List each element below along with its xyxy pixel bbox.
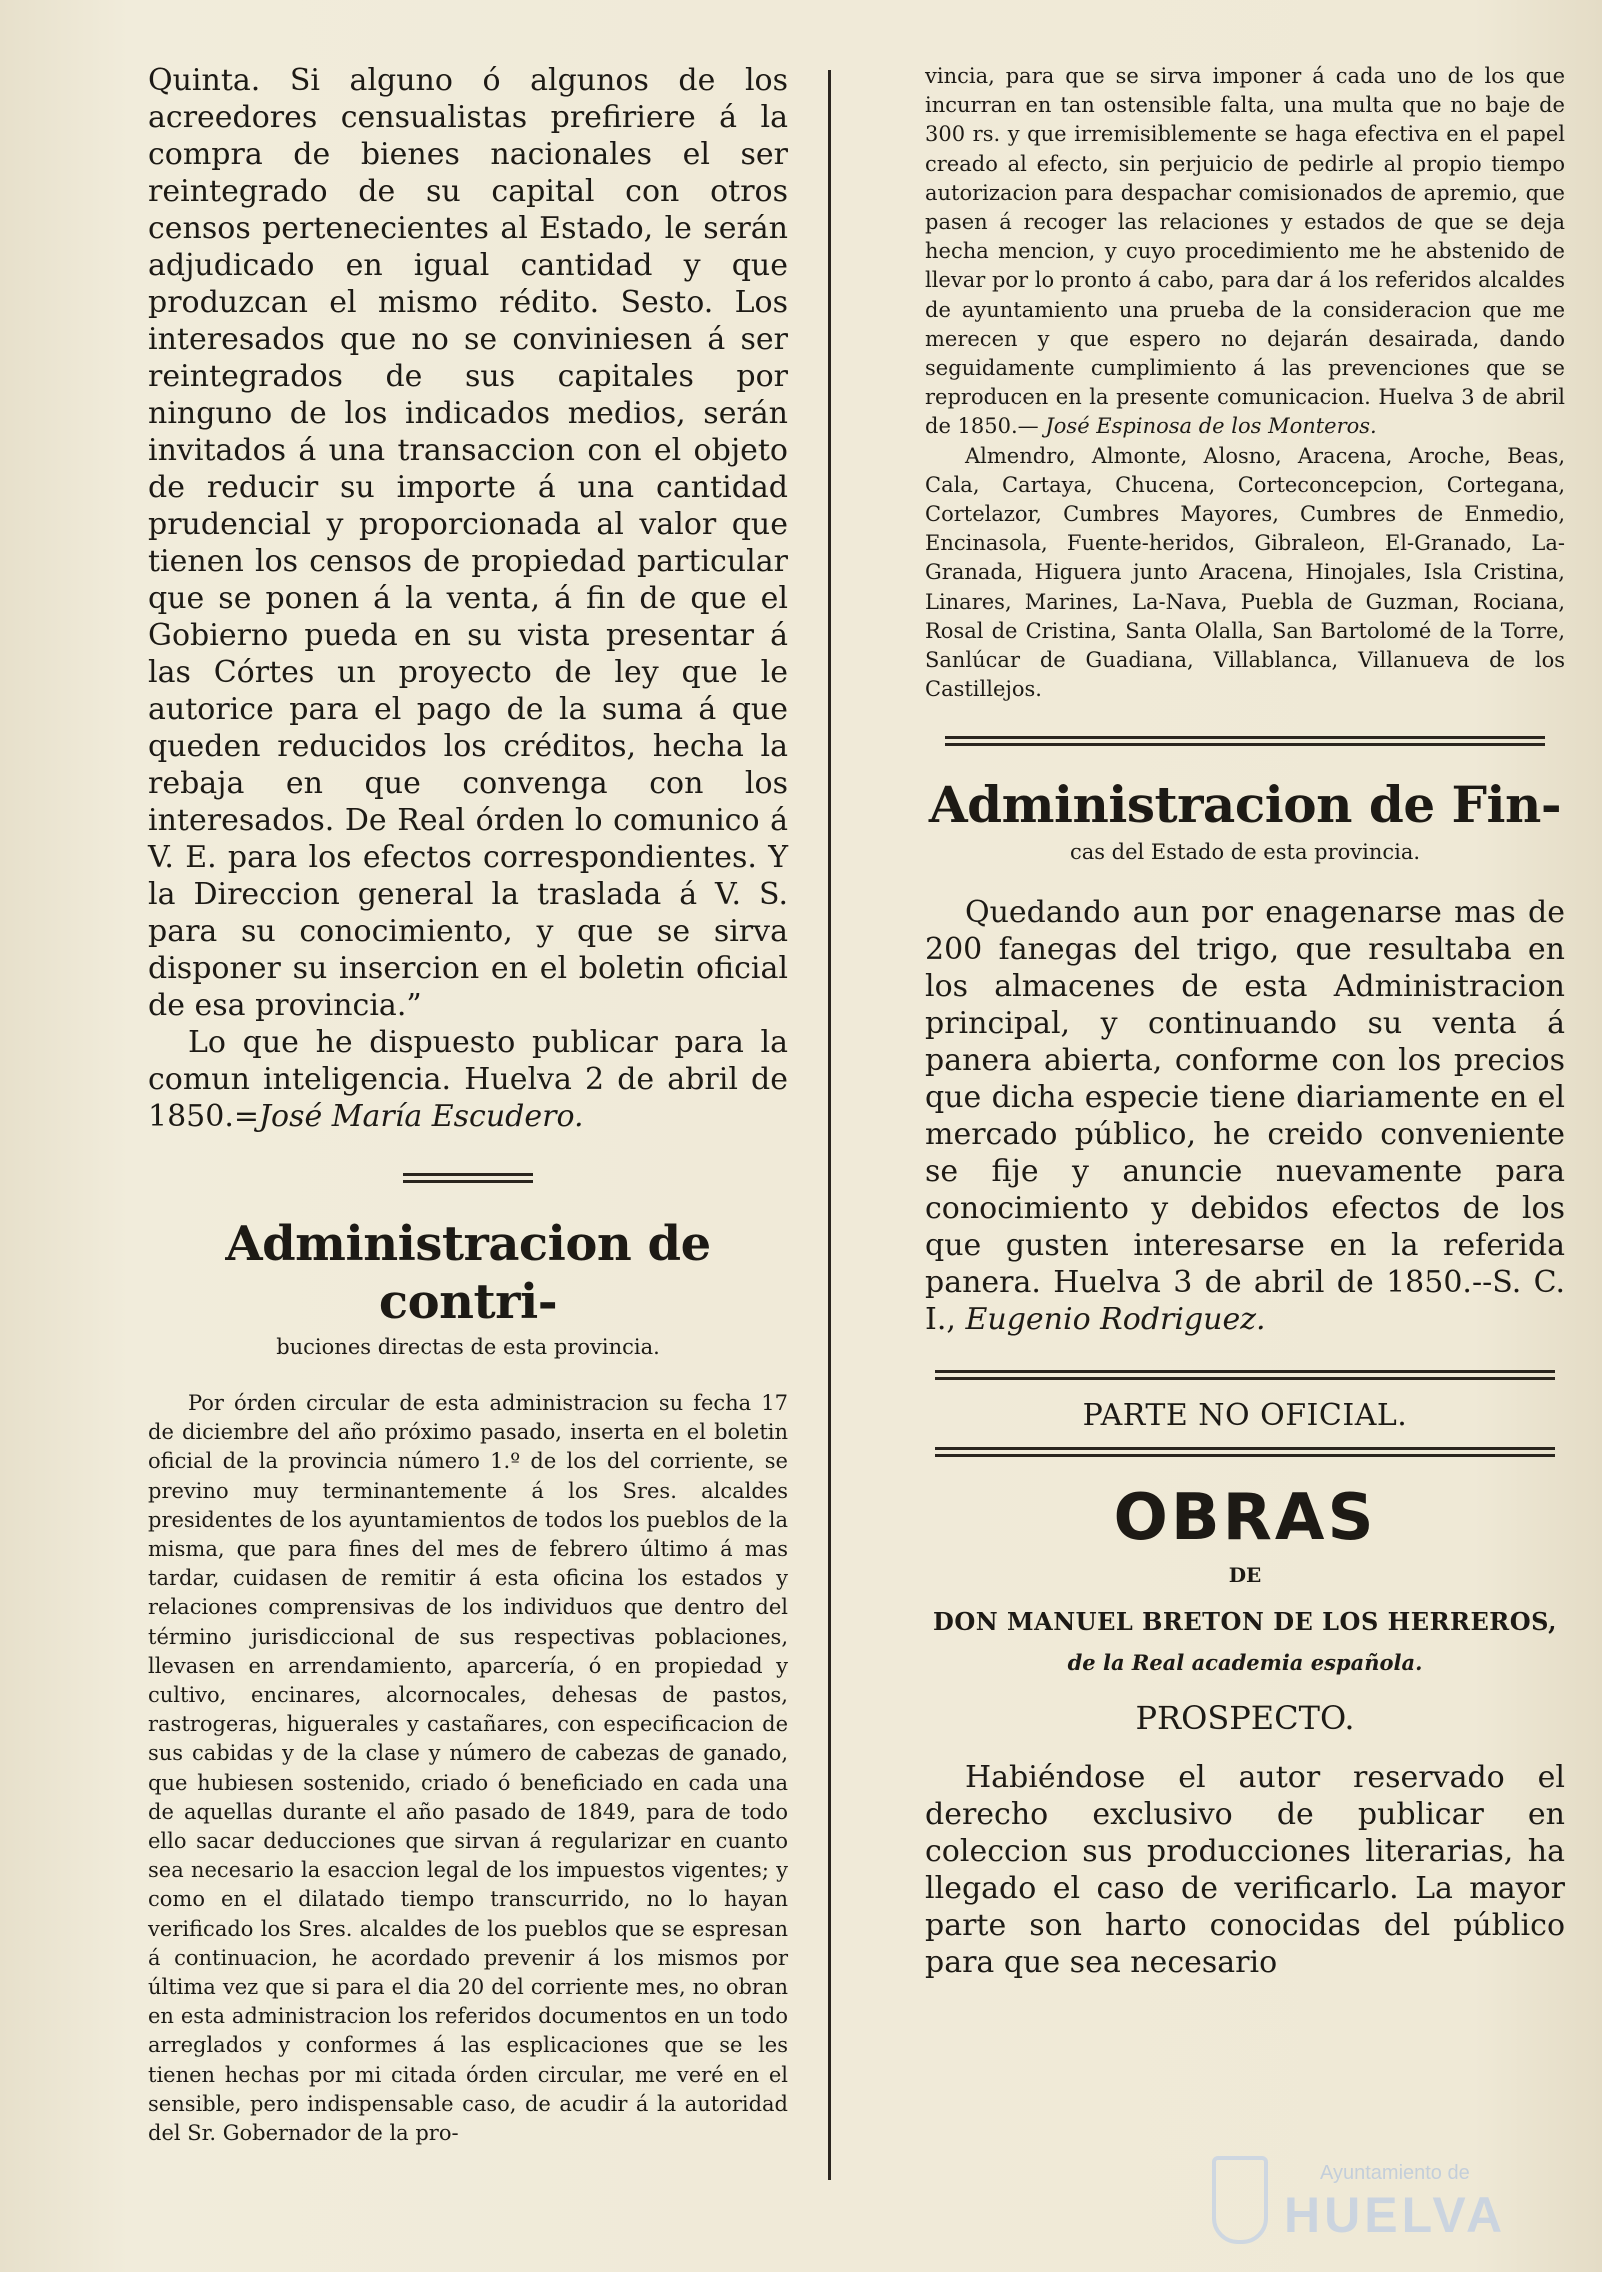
left-column <box>148 62 788 2148</box>
left-paragraph-1: Quinta. Si alguno ó algunos de los acreedores censualistas prefiriere á la compra de bienes nacionales el ser reintegrado de su capital con otros censos pertenecientes al Estado, le serán adjudicado en igual cantidad y que produzcan el mismo rédito. Sesto. Los interesados que no se conviniesen á ser reintegrados de sus capitales por ninguno de los indicados medios, serán invitados á una transaccion con el objeto de reducir su importe á una cantidad prudencial y proporcionada al valor que tienen los censos de propiedad particular que se ponen á la venta, á fin de que el Gobierno pueda en su vista presentar á las Córtes un proyecto de ley que le autorice para el pago de la suma á que queden reducidos los créditos, hecha la rebaja en que convenga con los interesados. De Real órden lo comunico á V. E. para los efectos correspondientes. Y la Direccion general la traslada á V. S. para su conocimiento, y que se sirva disponer su insercion en el boletin oficial de esa provincia.” <box>148 63 788 1023</box>
right-signature-1: José Espinosa de los Monteros. <box>1045 414 1377 439</box>
right-signature-2: Eugenio Rodriguez. <box>965 1302 1266 1338</box>
left-signature: José María Escudero. <box>259 1099 584 1134</box>
right-column <box>925 62 1565 1981</box>
separator-rule <box>403 1171 533 1185</box>
right-town-list: Almendro, Almonte, Alosno, Aracena, Aroche, Beas, Cala, Cartaya, Chucena, Corteconcepcion, Cortegana, Cortelazor, Cumbres Mayores, Cumbres de Enmedio, Encinasola, Fuente-heridos, Gibraleon, El-Granado, La-Granada, Higuera junto Aracena, Hinojales, Isla Cristina, Linares, Marines, La-Nava, Puebla de Guzman, Rociana, Rosal de Cristina, Santa Olalla, San Bartolomé de la Torre, Sanlúcar de Guadiana, Villablanca, Villanueva de los Castillejos. <box>925 443 1565 702</box>
parte-no-oficial-heading: PARTE NO OFICIAL. <box>1082 1398 1408 1434</box>
column-divider <box>828 70 831 2180</box>
right-paragraph-3-text: Quedando aun por enagenarse mas de 200 fanegas del trigo, que resultaba en los almacenes de esta Administracion principal, y continuando su venta á panera abierta, conforme con los precios que dicha especie tiene diariamente en el mercado público, he creido conveniente se fije y anuncie nuevamente para conocimiento y debidos efectos de los que gusten interesarse en la referida panera. Huelva 3 de abril de 1850.--S. C. I., <box>925 895 1565 1338</box>
separator-rule <box>945 734 1545 748</box>
left-paragraph-2-text: Lo que he dispuesto publicar para la comun inteligencia. Huelva 2 de abril de 1850.= <box>148 1025 788 1134</box>
separator-rule <box>935 1368 1555 1382</box>
section-heading-contribuciones: Administracion de contri- <box>225 1216 711 1330</box>
shield-icon <box>1212 2156 1268 2244</box>
right-paragraph-1 <box>925 62 1565 442</box>
right-paragraph-1-text: vincia, para que se sirva imponer á cada uno de los que incurran en tan ostensible falta, una multa que no baje de 300 rs. y que irremisiblemente se haga efectiva en el papel creado al efecto, sin perjuicio de pedirle al propio tiempo autorizacion para despachar comisionados de apremio, que pasen á recoger las relaciones y estados de que se deja hecha mencion, y cuyo procedimiento me he abstenido de llevar por lo pronto á cabo, para dar á los referidos alcaldes de ayuntamiento una prueba de la consideracion que me merecen y que espero no dejarán desairada, dando seguidamente cumplimiento á las prevenciones que se reproducen en la presente comunicacion. Huelva 3 de abril de 1850.— <box>925 64 1565 439</box>
obras-title: OBRAS <box>1113 1481 1377 1556</box>
prospecto-heading: PROSPECTO. <box>1135 1699 1355 1738</box>
left-paragraph-3: Por órden circular de esta administracion su fecha 17 de diciembre del año próximo pasado, inserta en el boletin oficial de la provincia número 1.º de los del corriente, se previno muy terminantemente á los Sres. alcaldes presidentes de los ayuntamientos de todos los pueblos de la misma, que para fines del mes de febrero último á mas tardar, cuidasen de remitir á esta oficina los estados y relaciones comprensivas de los individuos que dentro del término jurisdiccional de sus respectivas poblaciones, llevasen en arrendamiento, aparcería, ó en propiedad y cultivo, encinares, alcornocales, dehesas de pastos, rastrogeras, higuerales y castañares, con especificacion de sus cabidas y de la clase y número de cabezas de ganado, que hubiesen sostenido, criado ó beneficiado en cada una de aquellas durante el año pasado de 1849, para de todo ello sacar deducciones que sirvan á regularizar en cuanto sea necesario la esaccion legal de los impuestos vigentes; y como en el dilatado tiempo transcurrido, no lo hayan verificado los Sres. alcaldes de los pueblos que se espresan á continuacion, he acordado prevenir á los mismos por última vez que si para el dia 20 del corriente mes, no obran en esta administracion los referidos documentos en un todo arreglados y conformes á las esplicaciones que se les tienen hechas por mi citada órden circular, me veré en el sensible, pero indispensable caso, de acudir á la autoridad del Sr. Gobernador de la pro- <box>148 1391 788 2146</box>
section-subheading-contribuciones: buciones directas de esta provincia. <box>276 1335 660 1359</box>
right-paragraph-3 <box>925 894 1565 1338</box>
watermark-small-text: Ayuntamiento de <box>1320 2162 1470 2184</box>
section-subheading-fincas: cas del Estado de esta provincia. <box>1069 840 1421 865</box>
watermark-big-text: HUELVA <box>1284 2187 1507 2243</box>
left-paragraph-2 <box>148 1024 788 1135</box>
obras-de: DE <box>1228 1563 1262 1588</box>
right-paragraph-4: Habiéndose el autor reservado el derecho exclusivo de publicar en coleccion sus producciones literarias, ha llegado el caso de verificarlo. La mayor parte son harto conocidas del público para que sea necesario <box>925 1760 1565 1981</box>
obras-academia: de la Real academia española. <box>1067 1650 1423 1676</box>
obras-author: DON MANUEL BRETON DE LOS HERREROS, <box>933 1607 1557 1637</box>
separator-rule <box>935 1445 1555 1459</box>
ayuntamiento-watermark <box>1212 2152 1552 2252</box>
section-heading-fincas: Administracion de Fin- <box>928 775 1562 835</box>
